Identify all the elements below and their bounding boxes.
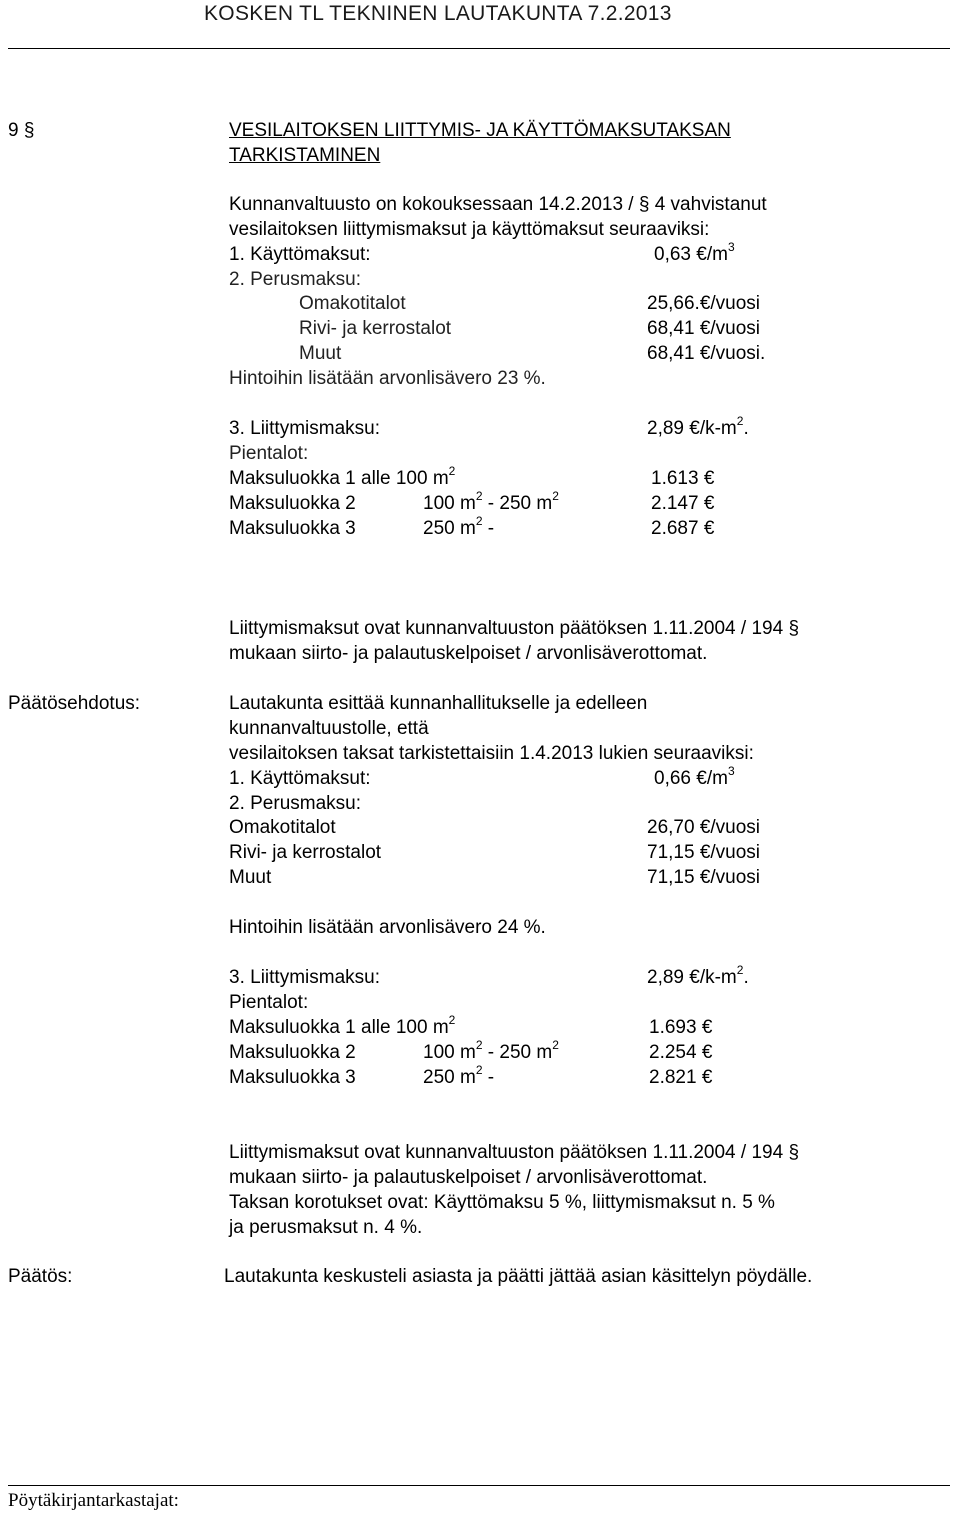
current-note-line2: mukaan siirto- ja palautuskelpoiset / arvonlisäverottomat. <box>229 643 708 664</box>
current-class-name: Maksuluokka 3 <box>229 518 356 539</box>
current-class-name: Maksuluokka 1 alle 100 $m^2$ <box>229 463 456 489</box>
current-liittymismaksu-value: 2,89 $€/k-m^2$. <box>647 413 749 439</box>
proposal-row-label: Muut <box>229 867 272 888</box>
current-class-name: Maksuluokka 2 <box>229 493 356 514</box>
intro-line2: vesilaitoksen liittymismaksut ja käyttömaksut seuraaviksi: <box>229 219 710 240</box>
proposal-line3: vesilaitoksen taksat tarkistettaisiin 1.4.2013 lukien seuraaviksi: <box>229 743 754 764</box>
proposal-perusmaksu-label: 2. Perusmaksu: <box>229 793 361 814</box>
proposal-row-value: 26,70 €/vuosi <box>647 817 761 838</box>
current-row-value: 68,41 €/vuosi <box>647 318 761 339</box>
current-class-price: 2.687 € <box>651 518 715 539</box>
document-header: KOSKEN TL TEKNINEN LAUTAKUNTA 7.2.2013 <box>204 2 672 25</box>
proposal-vat-note: Hintoihin lisätään arvonlisävero 24 %. <box>229 917 546 938</box>
current-liittymismaksu-label: 3. Liittymismaksu: <box>229 418 380 439</box>
proposal-row-label: Rivi- ja kerrostalot <box>229 842 382 863</box>
proposal-row-value: 71,15 €/vuosi <box>647 842 761 863</box>
decision-label: Päätös: <box>8 1266 73 1287</box>
footer-label: Pöytäkirjantarkastajat: <box>8 1490 179 1511</box>
section-number: 9 § <box>8 120 35 141</box>
proposal-pientalot-label: Pientalot: <box>229 992 309 1013</box>
current-perusmaksu-label: 2. Perusmaksu: <box>229 269 361 290</box>
proposal-note-line4: ja perusmaksut n. 4 %. <box>229 1217 423 1238</box>
section-title-line2: TARKISTAMINEN <box>229 145 381 166</box>
current-row-value: 25,66.€/vuosi <box>647 293 761 314</box>
current-class-price: 1.613 € <box>651 468 715 489</box>
proposal-class-range: 100 $m^2 - 250$ $m^2$ <box>423 1037 559 1063</box>
proposal-class-price: 1.693 € <box>649 1017 713 1038</box>
footer-rule <box>8 1485 950 1486</box>
current-class-range: 250 $m^2$ - <box>423 513 495 539</box>
proposal-kayttomaksu-label: 1. Käyttömaksut: <box>229 768 371 789</box>
current-vat-note: Hintoihin lisätään arvonlisävero 23 %. <box>229 368 546 389</box>
proposal-note-line1: Liittymismaksut ovat kunnanvaltuuston päätöksen 1.11.2004 / 194 § <box>229 1142 800 1163</box>
current-kayttomaksu-label: 1. Käyttömaksut: <box>229 244 371 265</box>
proposal-liittymismaksu-label: 3. Liittymismaksu: <box>229 967 380 988</box>
proposal-class-name: Maksuluokka 3 <box>229 1067 356 1088</box>
proposal-note-line2: mukaan siirto- ja palautuskelpoiset / arvonlisäverottomat. <box>229 1167 708 1188</box>
proposal-liittymismaksu-value: 2,89 $€/k-m^2$. <box>647 962 749 988</box>
section-title-line1: VESILAITOKSEN LIITTYMIS- JA KÄYTTÖMAKSUTAKSAN <box>229 120 731 141</box>
proposal-class-range: 250 $m^2$ - <box>423 1062 495 1088</box>
current-row-value: 68,41 €/vuosi. <box>647 343 766 364</box>
proposal-class-price: 2.821 € <box>649 1067 713 1088</box>
current-row-label: Rivi- ja kerrostalot <box>299 318 452 339</box>
proposal-line2: kunnanvaltuustolle, että <box>229 718 429 739</box>
current-kayttomaksu-value: 0,63 $€/m^3$ <box>654 239 735 265</box>
proposal-row-label: Omakotitalot <box>229 817 336 838</box>
current-note-line1: Liittymismaksut ovat kunnanvaltuuston päätöksen 1.11.2004 / 194 § <box>229 618 800 639</box>
decision-text: Lautakunta keskusteli asiasta ja päätti jättää asian käsittelyn pöydälle. <box>224 1266 813 1287</box>
proposal-row-value: 71,15 €/vuosi <box>647 867 761 888</box>
proposal-kayttomaksu-value: 0,66 $€/m^3$ <box>654 763 735 789</box>
current-row-label: Omakotitalot <box>299 293 406 314</box>
proposal-label: Päätösehdotus: <box>8 693 141 714</box>
current-pientalot-label: Pientalot: <box>229 443 309 464</box>
proposal-class-name: Maksuluokka 1 alle 100 $m^2$ <box>229 1012 456 1038</box>
current-class-price: 2.147 € <box>651 493 715 514</box>
current-class-range: 100 $m^2 - 250$ $m^2$ <box>423 488 559 514</box>
proposal-note-line3: Taksan korotukset ovat: Käyttömaksu 5 %, liittymismaksut n. 5 % <box>229 1192 775 1213</box>
proposal-line1: Lautakunta esittää kunnanhallitukselle ja edelleen <box>229 693 648 714</box>
proposal-class-price: 2.254 € <box>649 1042 713 1063</box>
intro-line1: Kunnanvaltuusto on kokouksessaan 14.2.2013 / § 4 vahvistanut <box>229 194 767 215</box>
header-rule <box>8 48 950 49</box>
current-row-label: Muut <box>299 343 342 364</box>
proposal-class-name: Maksuluokka 2 <box>229 1042 356 1063</box>
